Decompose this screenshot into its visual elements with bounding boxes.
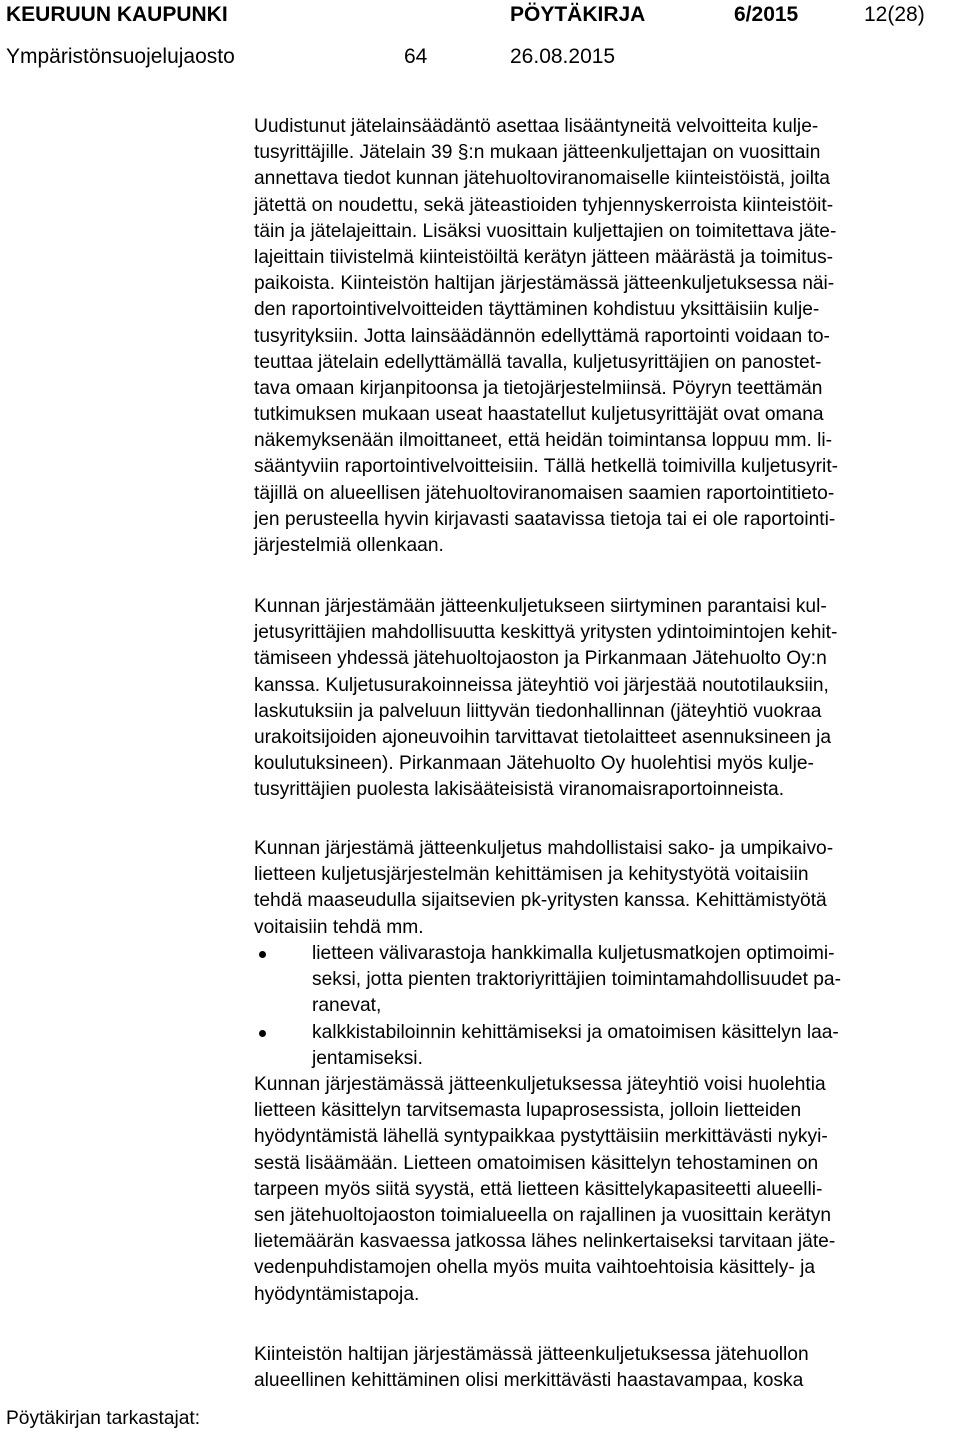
text-line: sääntyviin raportointivelvoitteisiin. Tällä hetkellä toimivilla kuljetusyrit- (254, 456, 839, 478)
text-line: voitaisiin tehdä mm. (254, 916, 424, 938)
text-line: Uudistunut jätelainsäädäntö asettaa lisääntyneitä velvoitteita kulje- (254, 116, 819, 137)
text-line: jen perusteella hyvin kirjavasti saatavissa tietoja tai ei ole raportointi- (254, 508, 836, 530)
text-line: Kiinteistön haltijan järjestämässä jätteenkuljetuksessa jätehuollon (254, 1344, 809, 1365)
text-line: lietteen kuljetusjärjestelmän kehittämisen ja kehitystyötä voitaisiin (254, 864, 809, 886)
text-line: tämiseen yhdessä jätehuoltojaoston ja Pirkanmaan Jätehuolto Oy:n (254, 648, 827, 670)
text-line: Kunnan järjestämään jätteenkuljetukseen siirtyminen parantaisi kul- (254, 596, 827, 617)
text-line: sestä lisäämään. Lietteen omatoimisen käsittelyn tehostaminen on (254, 1152, 819, 1174)
section-number: 64 (404, 45, 428, 68)
text-line: hyödyntämistapoja. (254, 1283, 420, 1305)
development-bullet-list (254, 941, 954, 1072)
text-line: jätettä on noudettu, sekä jäteastioiden tyhjennyskerroista kiinteistöit- (254, 194, 834, 216)
text-line: järjestelmiä ollenkaan. (254, 535, 444, 556)
text-line: seksi, jotta pienten traktoriyrittäjien toimintamahdollisuudet pa- (312, 969, 841, 991)
organization-name: KEURUUN KAUPUNKI (6, 3, 228, 26)
text-line: laskutuksiin ja palveluun liittyvän tiedonhallinnan (jäteyhtiö vuokraa (254, 700, 822, 722)
text-line: täjillä on alueellisen jätehuoltoviranomaisen saamien raportointitieto- (254, 482, 835, 504)
text-line: koulutuksineen). Pirkanmaan Jätehuolto Oy huolehtisi myös kulje- (254, 753, 814, 775)
text-line: teuttaa jätelain edellyttämällä tavalla, kuljetusyrittäjien on panostet- (254, 351, 822, 373)
minutes-reviewers-label: Pöytäkirjan tarkastajat: (6, 1408, 201, 1429)
text-line: annettava tiedot kunnan jätehuoltoviranomaiselle kiinteistöistä, joilta (254, 168, 830, 190)
text-line: paikoista. Kiinteistön haltijan järjestämässä jätteenkuljetuksessa näi- (254, 273, 835, 295)
paragraph-municipal-transport (254, 594, 954, 804)
text-line: lietemäärän kasvaessa jatkossa lähes nelinkertaiseksi tarvitaan jäte- (254, 1231, 836, 1253)
text-line: Kunnan järjestämä jätteenkuljetus mahdollistaisi sako- ja umpikaivo- (254, 838, 834, 859)
text-line: tusyrittäjille. Jätelain 39 §:n mukaan jätteenkuljettajan on vuosittain (254, 142, 821, 164)
bullet-item (254, 941, 954, 1020)
committee-name: Ympäristönsuojelujaosto (6, 45, 235, 68)
paragraph-sludge-handling (254, 1072, 954, 1308)
text-line: den raportointivelvoitteiden täyttäminen kohdistuu yksittäisiin kulje- (254, 299, 820, 321)
paragraph-sludge-transport (254, 836, 954, 941)
text-line: tutkimuksen mukaan useat haastatellut kuljetusyrittäjät ovat omana (254, 404, 824, 426)
text-line: lietteen käsittelyn tarvitsemasta lupaprosessista, jolloin lietteiden (254, 1100, 802, 1122)
text-line: kanssa. Kuljetusurakoinneissa jäteyhtiö voi järjestää noutotilauksiin, (254, 674, 829, 696)
text-line: Kunnan järjestämässä jätteenkuljetuksessa jäteyhtiö voisi huolehtia (254, 1074, 826, 1095)
text-line: tusyrityksiin. Jotta lainsäädännön edellyttämä raportointi voidaan to- (254, 325, 830, 347)
text-line: ranevat, (312, 995, 382, 1017)
bullet-item (254, 1020, 954, 1072)
text-line: jentamiseksi. (312, 1047, 423, 1069)
text-line: alueellinen kehittäminen olisi merkittävästi haastavampaa, koska (254, 1370, 804, 1392)
text-line: tusyrittäjien puolesta lakisääteisistä viranomaisraportoinneista. (254, 779, 785, 801)
text-line: jetusyrittäjien mahdollisuutta keskittyä yritysten ydintoimintojen kehit- (254, 622, 838, 644)
text-line: näkemyksenään ilmoittaneet, että heidän toimintansa loppuu mm. li- (254, 430, 833, 452)
text-line: tava omaan kirjanpitoonsa ja tietojärjestelmiinsä. Pöyryn teettämän (254, 377, 823, 399)
text-line: sen jätehuoltojaoston toimialueella on rajallinen ja vuosittain kerätyn (254, 1204, 832, 1226)
document-type: PÖYTÄKIRJA (510, 3, 646, 26)
page-number: 12(28) (864, 3, 925, 26)
paragraph-property-owner-transport (254, 1342, 954, 1394)
meeting-date: 26.08.2015 (510, 45, 616, 68)
text-line: tehdä maaseudulla sijaitsevien pk-yritysten kanssa. Kehittämistyötä (254, 890, 827, 912)
text-line: täin ja jätelajeittain. Lisäksi vuosittain kuljettajien on toimitettava jäte- (254, 220, 837, 242)
text-line: lietteen välivarastoja hankkimalla kuljetusmatkojen optimoimi- (312, 943, 835, 964)
bullet-icon (259, 951, 266, 958)
text-line: tarpeen myös siitä syystä, että lietteen käsittelykapasiteetti alueelli- (254, 1178, 823, 1200)
text-line: lajeittain tiivistelmä kiinteistöiltä kerätyn jätteen määrästä ja toimitus- (254, 246, 834, 268)
text-line: urakoitsijoiden ajoneuvoihin tarvittavat tietolaitteet asennuksineen ja (254, 726, 832, 748)
text-line: kalkkistabiloinnin kehittämiseksi ja omatoimisen käsittelyn laa- (312, 1021, 839, 1043)
document-number: 6/2015 (734, 3, 799, 26)
bullet-icon (259, 1030, 266, 1037)
text-line: hyödyntämistä lähellä syntypaikkaa pystyttäisiin merkittävästi nykyi- (254, 1126, 828, 1148)
text-line: vedenpuhdistamojen ohella myös muita vaihtoehtoisia käsittely- ja (254, 1257, 816, 1279)
paragraph-reporting-obligations (254, 114, 954, 559)
